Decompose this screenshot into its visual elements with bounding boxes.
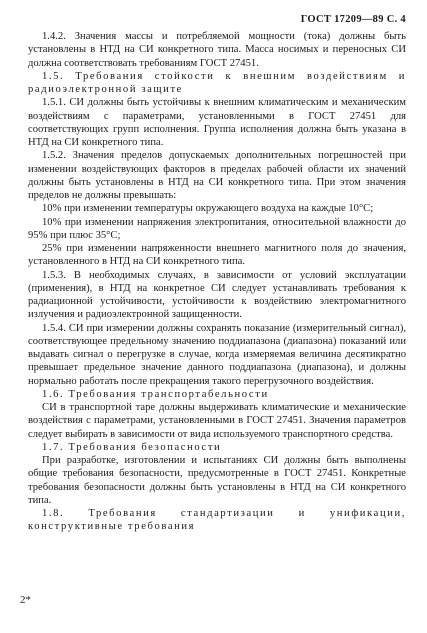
paragraph: СИ в транспортной таре должны выдерживать климатические и механические воздействия с параметрами, установленными в ГОСТ 27451. Значения параметров следует выбирать в зависимости от вида используемого транспортного средства. <box>28 402 406 440</box>
page-header: ГОСТ 17209—89 С. 4 <box>300 14 406 25</box>
paragraph: 1.5.1. СИ должны быть устойчивы к внешним климатическим и механическим воздействиям с параметрами, установленными в ГОСТ 27451 для соответствующих групп исполнения. Группа исполнения должна быть указана в НТД на СИ конкретного типа. <box>28 97 406 148</box>
paragraph: 1.4.2. Значения массы и потребляемой мощности (тока) должны быть установлены в НТД на СИ конкретного типа. Масса носимых и переносных СИ должна соответствовать требованиям ГОСТ 27451. <box>28 31 406 69</box>
body-text <box>28 30 406 534</box>
section-heading: 1.6. Требования транспортабельности <box>42 388 269 400</box>
paragraph: 25% при изменении напряженности внешнего магнитного поля до значения, установленного в НТД на СИ конкретного типа. <box>28 243 406 268</box>
page-footer-mark: 2* <box>20 594 31 606</box>
paragraph: 1.5.4. СИ при измерении должны сохранять показание (измерительный сигнал), соответствующее предельному значению поддиапазона (диапазона) показаний или выдавать сигнал о перегрузке в случае, когда измеряемая величина десятикратно превышает предельное значение данного поддиапазона (диапазона), и должны нормально работать после прекращения такого перегрузочного воздействия. <box>28 322 406 387</box>
paragraph: При разработке, изготовлении и испытаниях СИ должны быть выполнены общие требования безопасности, предусмотренные в ГОСТ 27451. Конкретные требования безопасности должны быть установлены в НТД на СИ конкретного типа. <box>28 455 406 506</box>
paragraph: 10% при изменении температуры окружающего воздуха на каждые 10°С; <box>42 203 374 215</box>
section-heading: 1.8. Требования стандартизации и унификации, конструктивные требования <box>28 508 406 533</box>
paragraph: 1.5.2. Значения пределов допускаемых дополнительных погрешностей при изменении воздействующих факторов в пределах рабочей области их значений должны быть установлены в НТД на СИ конкретного типа. При этом значения пределов не должны превышать: <box>28 150 406 201</box>
paragraph: 1.5.3. В необходимых случаях, в зависимости от условий эксплуатации (применения), в НТД на конкретное СИ следует устанавливать требования к радиационной устойчивости, устойчивости к воздействию электромагнитного излучения и радиоэлектронной защищенности. <box>28 269 406 321</box>
paragraph: 10% при изменении напряжения электропитания, относительной влажности до 95% при плюс 35°С; <box>28 216 406 241</box>
section-heading: 1.5. Требования стойкости к внешним воздействиям и радиоэлектронной защите <box>28 70 406 95</box>
section-heading: 1.7. Требования безопасности <box>42 441 222 453</box>
document-page <box>28 10 406 534</box>
